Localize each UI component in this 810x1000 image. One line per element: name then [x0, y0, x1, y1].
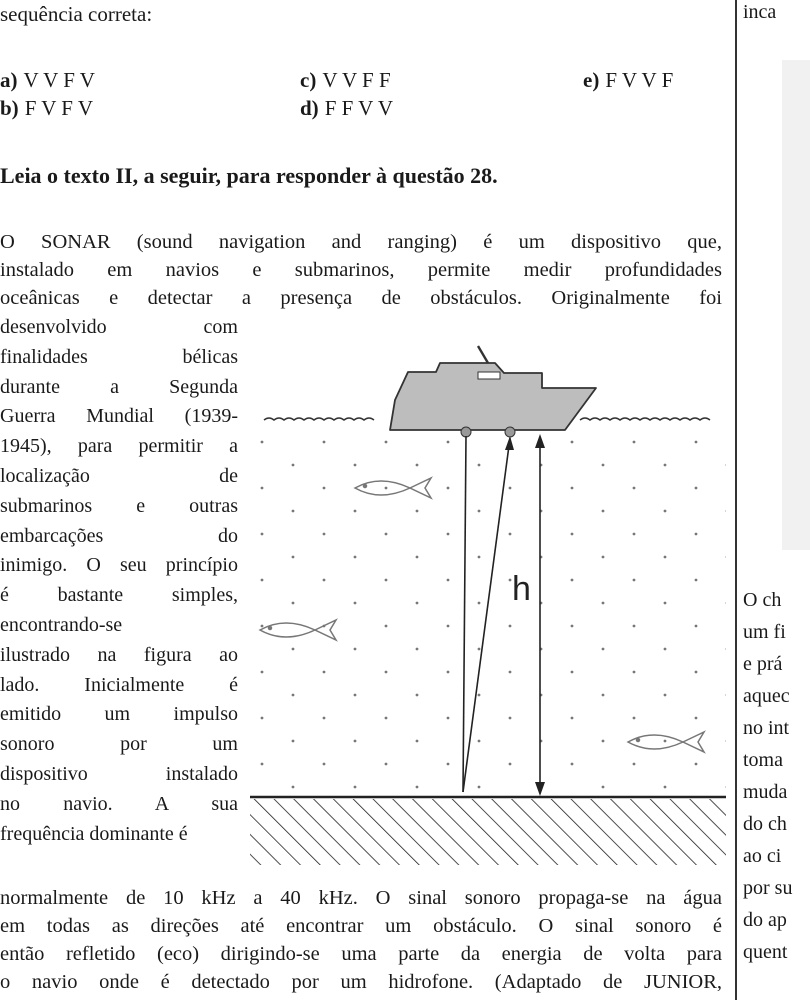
paragraph-line: frequência dominante é: [0, 822, 188, 845]
column-divider: [735, 0, 737, 1000]
paragraph-line: 1945), para permitir a: [0, 435, 238, 458]
paragraph-line: encontrando-se: [0, 613, 123, 636]
paragraph-line: o navio onde é detectado por um hidrofone. (Adaptado de JUNIOR,: [0, 971, 722, 993]
section-heading: Leia o texto II, a seguir, para responder à questão 28.: [0, 163, 498, 188]
option-value: V V F V: [23, 68, 95, 92]
paragraph-line: localização de: [0, 464, 238, 487]
paragraph-line: ilustrado na figura ao: [0, 643, 238, 666]
right-column-fragment: O ch: [743, 589, 782, 611]
paragraph-line: Guerra Mundial (1939-: [0, 405, 238, 428]
paragraph-line: lado. Inicialmente é: [0, 673, 238, 696]
paragraph-line: submarinos e outras: [0, 494, 238, 517]
option-d: [300, 94, 393, 122]
option-c: [300, 66, 391, 94]
sea-floor-hatch: [250, 799, 726, 865]
water-dots: [256, 432, 726, 794]
option-letter: b): [0, 96, 19, 120]
intro-line: sequência correta:: [0, 2, 153, 26]
right-column-fragment: no int: [743, 717, 790, 739]
paragraph-line: então refletido (eco) dirigindo-se uma parte da energia de volta para: [0, 943, 722, 965]
option-value: F V V F: [605, 68, 674, 92]
right-column-top-fragment: inca: [743, 1, 777, 23]
water-surface-right: [580, 418, 710, 420]
option-a: [0, 66, 95, 94]
option-letter: a): [0, 68, 18, 92]
paragraph-line: oceânicas e detectar a presença de obstáculos. Originalmente foi: [0, 287, 722, 309]
paragraph-line: no navio. A sua: [0, 792, 238, 815]
paragraph-line: O SONAR (sound navigation and ranging) é um dispositivo que,: [0, 231, 722, 253]
option-letter: d): [300, 96, 319, 120]
right-column-fragment: do ch: [743, 813, 787, 835]
paragraph-line: emitido um impulso: [0, 703, 238, 726]
right-column-fragment: um fi: [743, 621, 786, 643]
right-column-fragment: toma: [743, 749, 783, 771]
paragraph-line: sonoro por um: [0, 733, 238, 756]
right-column-figure-fragment: [782, 60, 810, 550]
paragraph-line: dispositivo instalado: [0, 762, 238, 785]
paragraph-line: durante a Segunda: [0, 375, 238, 398]
water-surface-left: [264, 418, 374, 420]
right-column-fragment: quent: [743, 941, 788, 963]
option-b: [0, 94, 93, 122]
right-column-fragment: aquec: [743, 685, 790, 707]
right-column-fragment: e prá: [743, 653, 783, 675]
option-letter: c): [300, 68, 317, 92]
paragraph-line: em todas as direções até encontrar um obstáculo. O sinal sonoro é: [0, 915, 722, 937]
paragraph-line: normalmente de 10 kHz a 40 kHz. O sinal sonoro propaga-se na água: [0, 887, 722, 909]
paragraph-line: é bastante simples,: [0, 584, 238, 607]
right-column-fragment: por su: [743, 877, 793, 899]
paragraph-left-column: [0, 313, 238, 849]
right-column-fragment: muda: [743, 781, 788, 803]
sonar-figure: [250, 340, 730, 880]
paragraph-line: finalidades bélicas: [0, 345, 238, 368]
option-value: F V F V: [24, 96, 93, 120]
depth-label: h: [512, 570, 531, 608]
option-value: F F V V: [324, 96, 393, 120]
paragraph-line: embarcações do: [0, 524, 238, 547]
ship: [390, 346, 596, 437]
paragraph-line: inimigo. O seu princípio: [0, 554, 238, 577]
option-value: V V F F: [322, 68, 391, 92]
right-column-fragment: do ap: [743, 909, 787, 931]
paragraph-line: desenvolvido com: [0, 316, 238, 338]
paragraph-line: instalado em navios e submarinos, permite medir profundidades: [0, 259, 722, 281]
right-column-fragment: ao ci: [743, 845, 782, 867]
option-letter: e): [583, 68, 600, 92]
option-e: [583, 66, 673, 94]
